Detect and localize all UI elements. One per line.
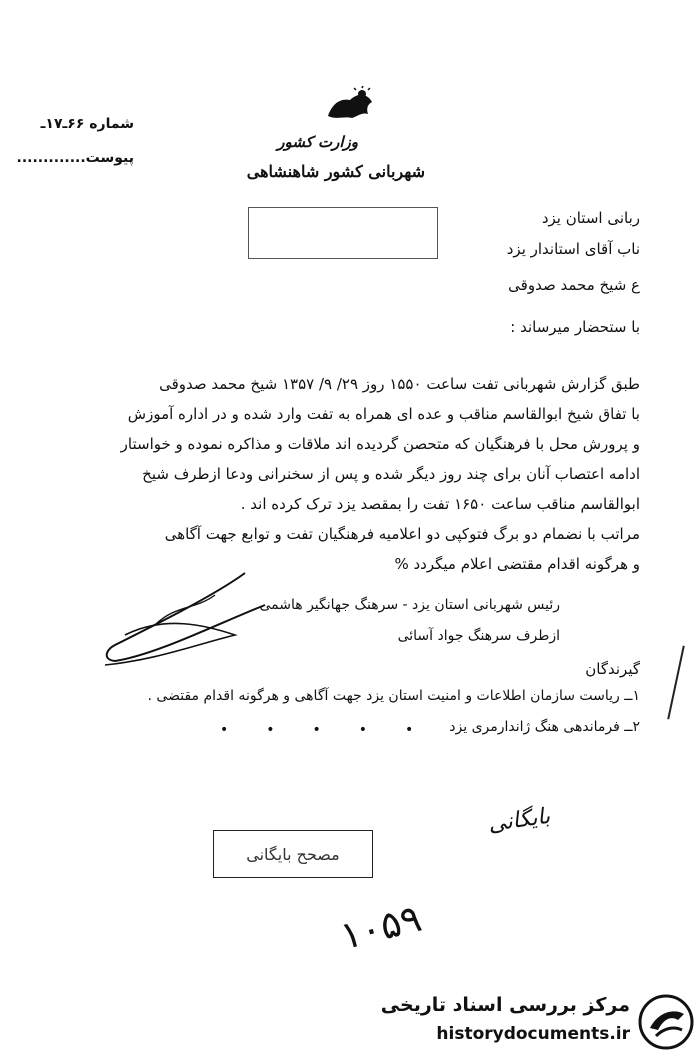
attachment-field: پیوست............. xyxy=(16,150,134,166)
signatory-title: رئیس شهربانی استان یزد - سرهنگ جهانگیر هاشمی xyxy=(259,597,560,613)
recipient-item: ۱ــ ریاست سازمان اطلاعات و امنیت استان یزد جهت آگاهی و هرگونه اقدام مقتضی . xyxy=(147,688,640,704)
body-line: و پرورش محل با فرهنگیان که متحصن گردیده اند ملاقات و مذاکره نموده و خواستار xyxy=(120,435,640,453)
archive-logo-icon xyxy=(638,994,694,1050)
watermark xyxy=(380,990,700,1056)
recipient-item: ۲ــ فرماندهی هنگ ژاندارمری یزد xyxy=(449,719,640,735)
ditto-marks: ••••• xyxy=(220,722,452,738)
letter-number: شماره ۶۶ـ۱۷ـ xyxy=(40,116,134,132)
watermark-title: مرکز بررسی اسناد تاریخی xyxy=(380,994,630,1016)
lion-sun-emblem xyxy=(322,86,378,122)
handwritten-signature xyxy=(95,565,275,675)
body-line: طبق گزارش شهربانی تفت ساعت ۱۵۵۰ روز ۲۹/ ۹/ ۱۳۵۷ شیخ محمد صدوقی xyxy=(159,375,640,393)
received-stamp xyxy=(248,207,438,259)
greeting-line: با ستحضار میرساند : xyxy=(510,318,640,336)
watermark-url: historydocuments.ir xyxy=(436,1024,630,1044)
handwritten-number: ۱۰۵۹ xyxy=(335,895,426,959)
archive-stamp-text: مصحح بایگانی xyxy=(246,844,340,864)
organization-name: شهربانی کشور شاهنشاهی xyxy=(246,162,425,181)
archive-stamp xyxy=(213,830,373,878)
body-line: ابوالقاسم مناقب ساعت ۱۶۵۰ تفت را بمقصد یزد ترک کرده اند . xyxy=(240,495,640,513)
signatory-deputy: ازطرف سرهنگ جواد آسائی xyxy=(397,628,560,644)
recipient-line: ربانی استان یزد xyxy=(541,209,640,227)
subject-line: ع شیخ محمد صدوقی xyxy=(508,276,640,294)
body-line: و هرگونه اقدام مقتضی اعلام میگردد % xyxy=(394,555,640,573)
handwritten-note: بایگانی xyxy=(486,803,552,838)
margin-line xyxy=(667,646,685,720)
ministry-name: وزارت کشور xyxy=(277,133,358,151)
recipients-heading: گیرندگان xyxy=(585,660,640,678)
body-line: ادامه اعتصاب آنان برای چند روز دیگر شده و پس از سخنرانی ودعا ازطرف شیخ xyxy=(142,465,640,483)
via-line: ناب آقای استاندار یزد xyxy=(506,240,640,258)
body-line: مراتب با نضمام دو برگ فتوکپی دو اعلامیه فرهنگیان تفت و توابع جهت آگاهی xyxy=(164,525,640,543)
body-line: با تفاق شیخ ابوالقاسم مناقب و عده ای همراه به تفت وارد شده و در اداره آموزش xyxy=(127,405,640,423)
